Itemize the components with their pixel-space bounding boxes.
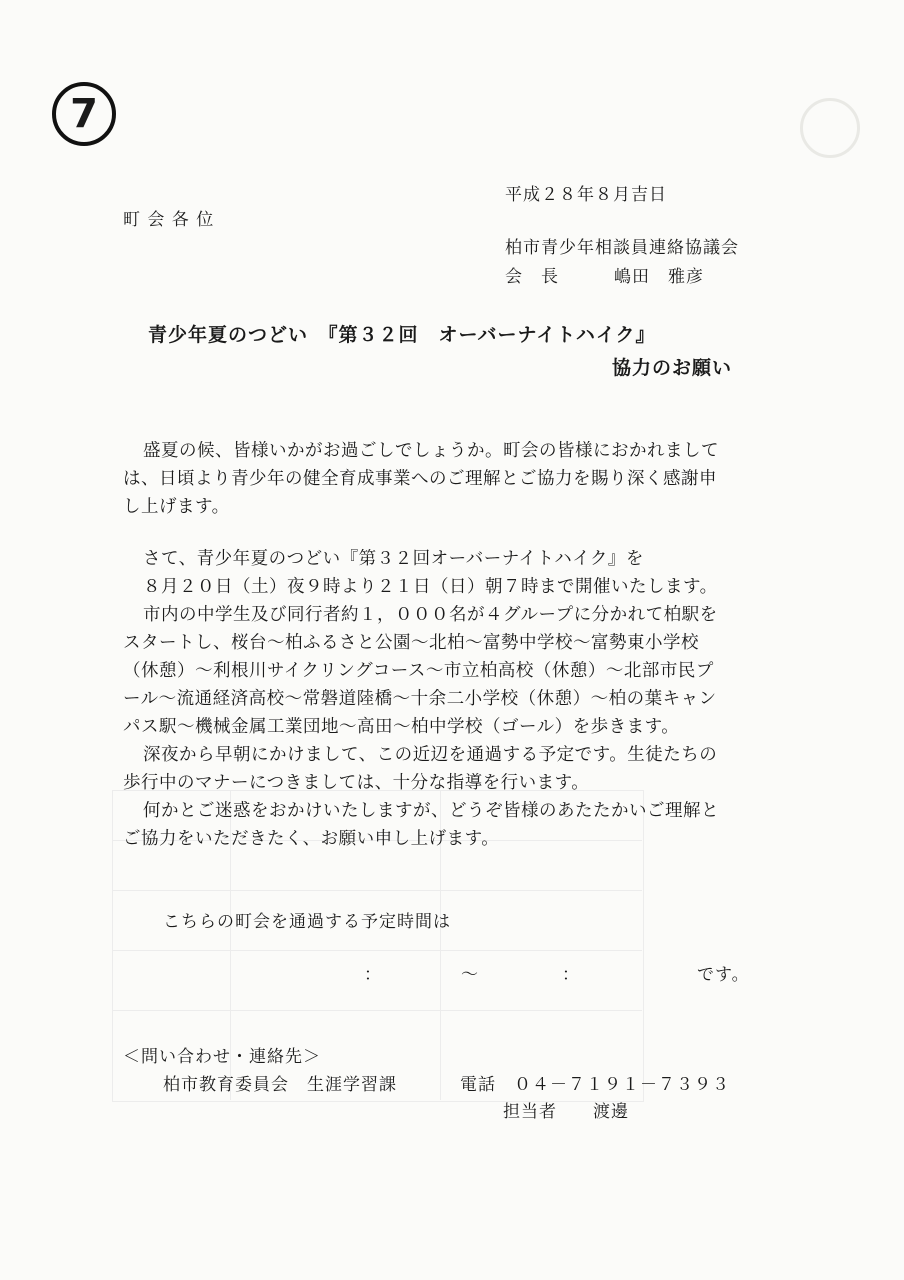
document-title-line1: 青少年夏のつどい 『第３２回 オーバーナイトハイク』: [148, 324, 656, 346]
body-line: スタートし、桜台～柏ふるさと公園～北柏～富勢中学校～富勢東小学校: [123, 633, 699, 653]
contact-heading: ＜問い合わせ・連絡先＞: [123, 1047, 321, 1067]
contact-person: 担当者 渡邊: [503, 1102, 629, 1122]
body-line: 市内の中学生及び同行者約１，０００名が４グループに分かれて柏駅を: [143, 605, 718, 625]
circled-page-number: [52, 82, 116, 146]
schedule-suffix: です。: [697, 965, 750, 985]
body-line: ール～流通経済高校～常磐道陸橋～十余二小学校（休憩）～柏の葉キャン: [123, 689, 717, 709]
schedule-colon-start: ：: [364, 965, 382, 985]
bleed-through-line: [112, 890, 642, 891]
body-line: 盛夏の候、皆様いかがお過ごしでしょうか。町会の皆様におかれまして: [143, 441, 719, 461]
document-title-line2: 協力のお願い: [612, 357, 733, 379]
contact-department: 柏市教育委員会 生涯学習課: [163, 1075, 397, 1095]
body-line: さて、青少年夏のつどい『第３２回オーバーナイトハイク』を: [143, 549, 644, 569]
body-line: ８月２０日（土）夜９時より２１日（日）朝７時まで開催いたします。: [143, 577, 718, 597]
body-line: 何かとご迷惑をおかけいたしますが、どうぞ皆様のあたたかいご理解と: [143, 801, 719, 821]
contact-phone: 電話 ０４－７１９１－７３９３: [460, 1075, 730, 1095]
body-line: ご協力をいただきたく、お願い申し上げます。: [123, 829, 500, 849]
page-number-text: 7: [70, 91, 98, 137]
sender-title: 会 長: [505, 267, 559, 287]
body-line: （休憩）～利根川サイクリングコース～市立柏高校（休憩）～北部市民プ: [123, 661, 714, 681]
body-line: は、日頃より青少年の健全育成事業へのご理解とご協力を賜り深く感謝申: [123, 469, 717, 489]
bleed-through-line: [112, 1010, 642, 1011]
body-line: パス駅～機械金属工業団地～高田～柏中学校（ゴール）を歩きます。: [123, 717, 680, 737]
bleed-through-line: [112, 950, 642, 951]
sender-name: 嶋田 雅彦: [614, 267, 704, 287]
recipient: 町 会 各 位: [123, 210, 215, 230]
schedule-tilde: ～: [461, 965, 479, 985]
bleed-through-circle: [800, 98, 860, 158]
body-line: し上げます。: [123, 497, 230, 517]
schedule-label: こちらの町会を通過する予定時間は: [163, 912, 451, 932]
body-line: 歩行中のマナーにつきましては、十分な指導を行います。: [123, 773, 590, 793]
document-date: 平成２８年８月吉日: [505, 185, 667, 205]
body-line: 深夜から早朝にかけまして、この近辺を通過する予定です。生徒たちの: [143, 745, 718, 765]
sender-organization: 柏市青少年相談員連絡協議会: [505, 238, 739, 258]
schedule-colon-end: ：: [562, 965, 580, 985]
